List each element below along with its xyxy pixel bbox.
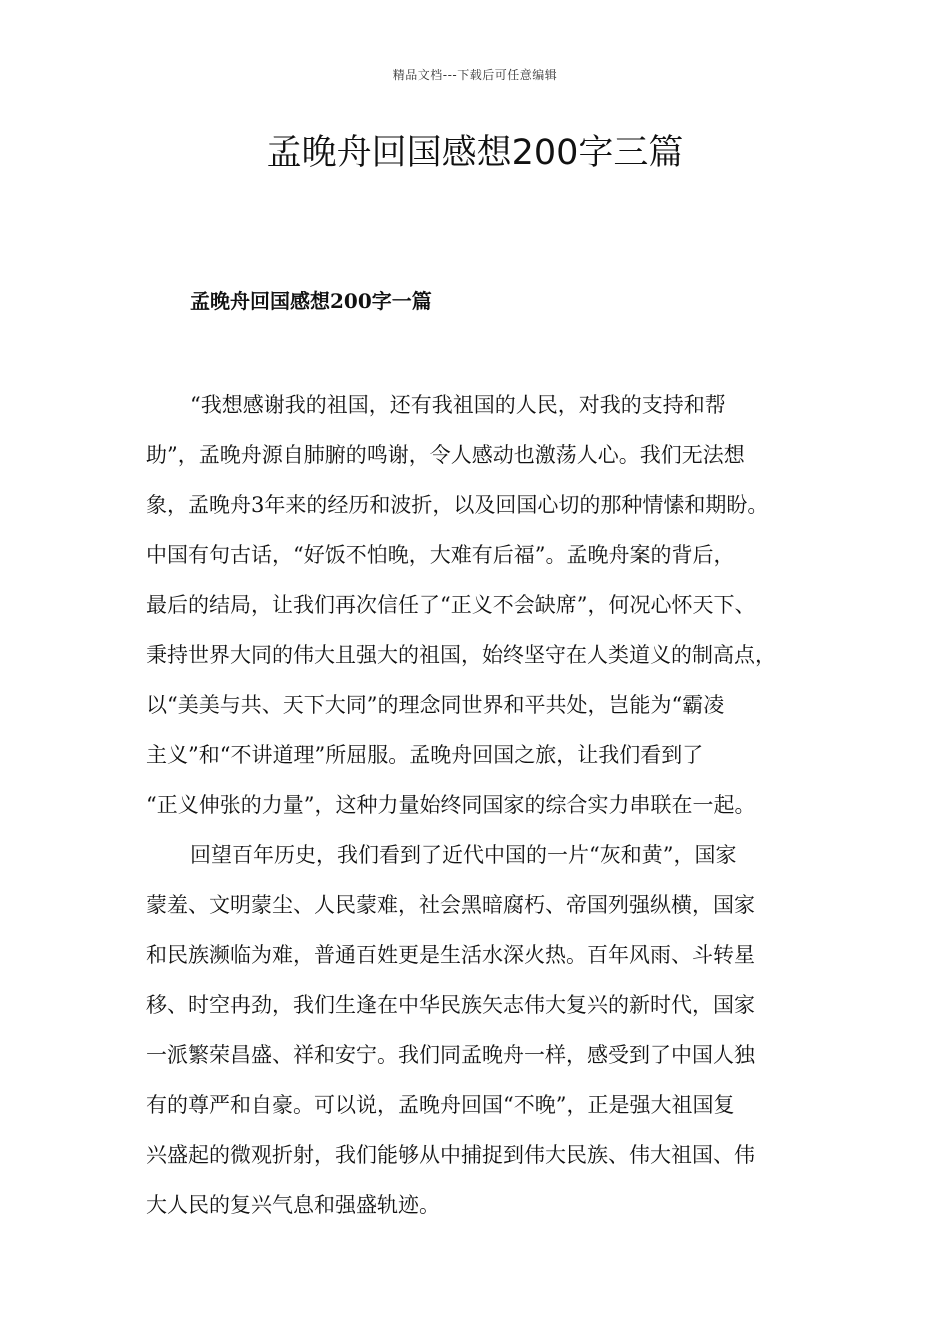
paragraph-line: 大人民的复兴气息和强盛轨迹。 <box>146 1193 440 1217</box>
paragraph-line: 助”，孟晚舟源自肺腑的鸣谢，令人感动也激荡人心。我们无法想 <box>146 443 745 467</box>
paragraph-line: 最后的结局，让我们再次信任了“正义不会缺席”，何况心怀天下、 <box>146 593 756 617</box>
paragraph-line: “我想感谢我的祖国，还有我祖国的人民，对我的支持和帮 <box>190 393 726 417</box>
section-heading: 孟晚舟回国感想200字一篇 <box>190 289 432 313</box>
paragraph-line: 回望百年历史，我们看到了近代中国的一片“灰和黄”，国家 <box>190 843 737 867</box>
paragraph-line: 移、时空冉劲，我们生逢在中华民族矢志伟大复兴的新时代，国家 <box>146 993 755 1017</box>
paragraph-line: 一派繁荣昌盛、祥和安宁。我们同孟晚舟一样，感受到了中国人独 <box>146 1043 755 1067</box>
document-title: 孟晚舟回国感想200字三篇 <box>266 133 684 173</box>
paragraph-line: 和民族濒临为难，普通百姓更是生活水深火热。百年风雨、斗转星 <box>146 943 755 967</box>
body-text <box>146 380 826 1230</box>
paragraph-line: “正义伸张的力量”，这种力量始终同国家的综合实力串联在一起。 <box>146 793 756 817</box>
paragraph-line: 兴盛起的微观折射，我们能够从中捕捉到伟大民族、伟大祖国、伟 <box>146 1143 755 1167</box>
paragraph-line: 象，孟晚舟3年来的经历和波折，以及回国心切的那种情愫和期盼。 <box>146 493 769 517</box>
header-note: 精品文档---下载后可任意编辑 <box>392 68 558 82</box>
paragraph-line: 以“美美与共、天下大同”的理念同世界和平共处，岂能为“霸凌 <box>146 693 725 717</box>
paragraph-line: 中国有句古话，“好饭不怕晚，大难有后福”。孟晚舟案的背后， <box>146 543 735 567</box>
paragraph-line: 主义”和“不讲道理”所屈服。孟晚舟回国之旅，让我们看到了 <box>146 743 704 767</box>
paragraph-line: 有的尊严和自豪。可以说，孟晚舟回国“不晚”，正是强大祖国复 <box>146 1093 735 1117</box>
paragraph-2 <box>146 830 826 1230</box>
paragraph-line: 蒙羞、文明蒙尘、人民蒙难，社会黑暗腐朽、帝国列强纵横，国家 <box>146 893 755 917</box>
paragraph-line: 秉持世界大同的伟大且强大的祖国，始终坚守在人类道义的制高点， <box>146 643 776 667</box>
paragraph-1 <box>146 380 826 830</box>
